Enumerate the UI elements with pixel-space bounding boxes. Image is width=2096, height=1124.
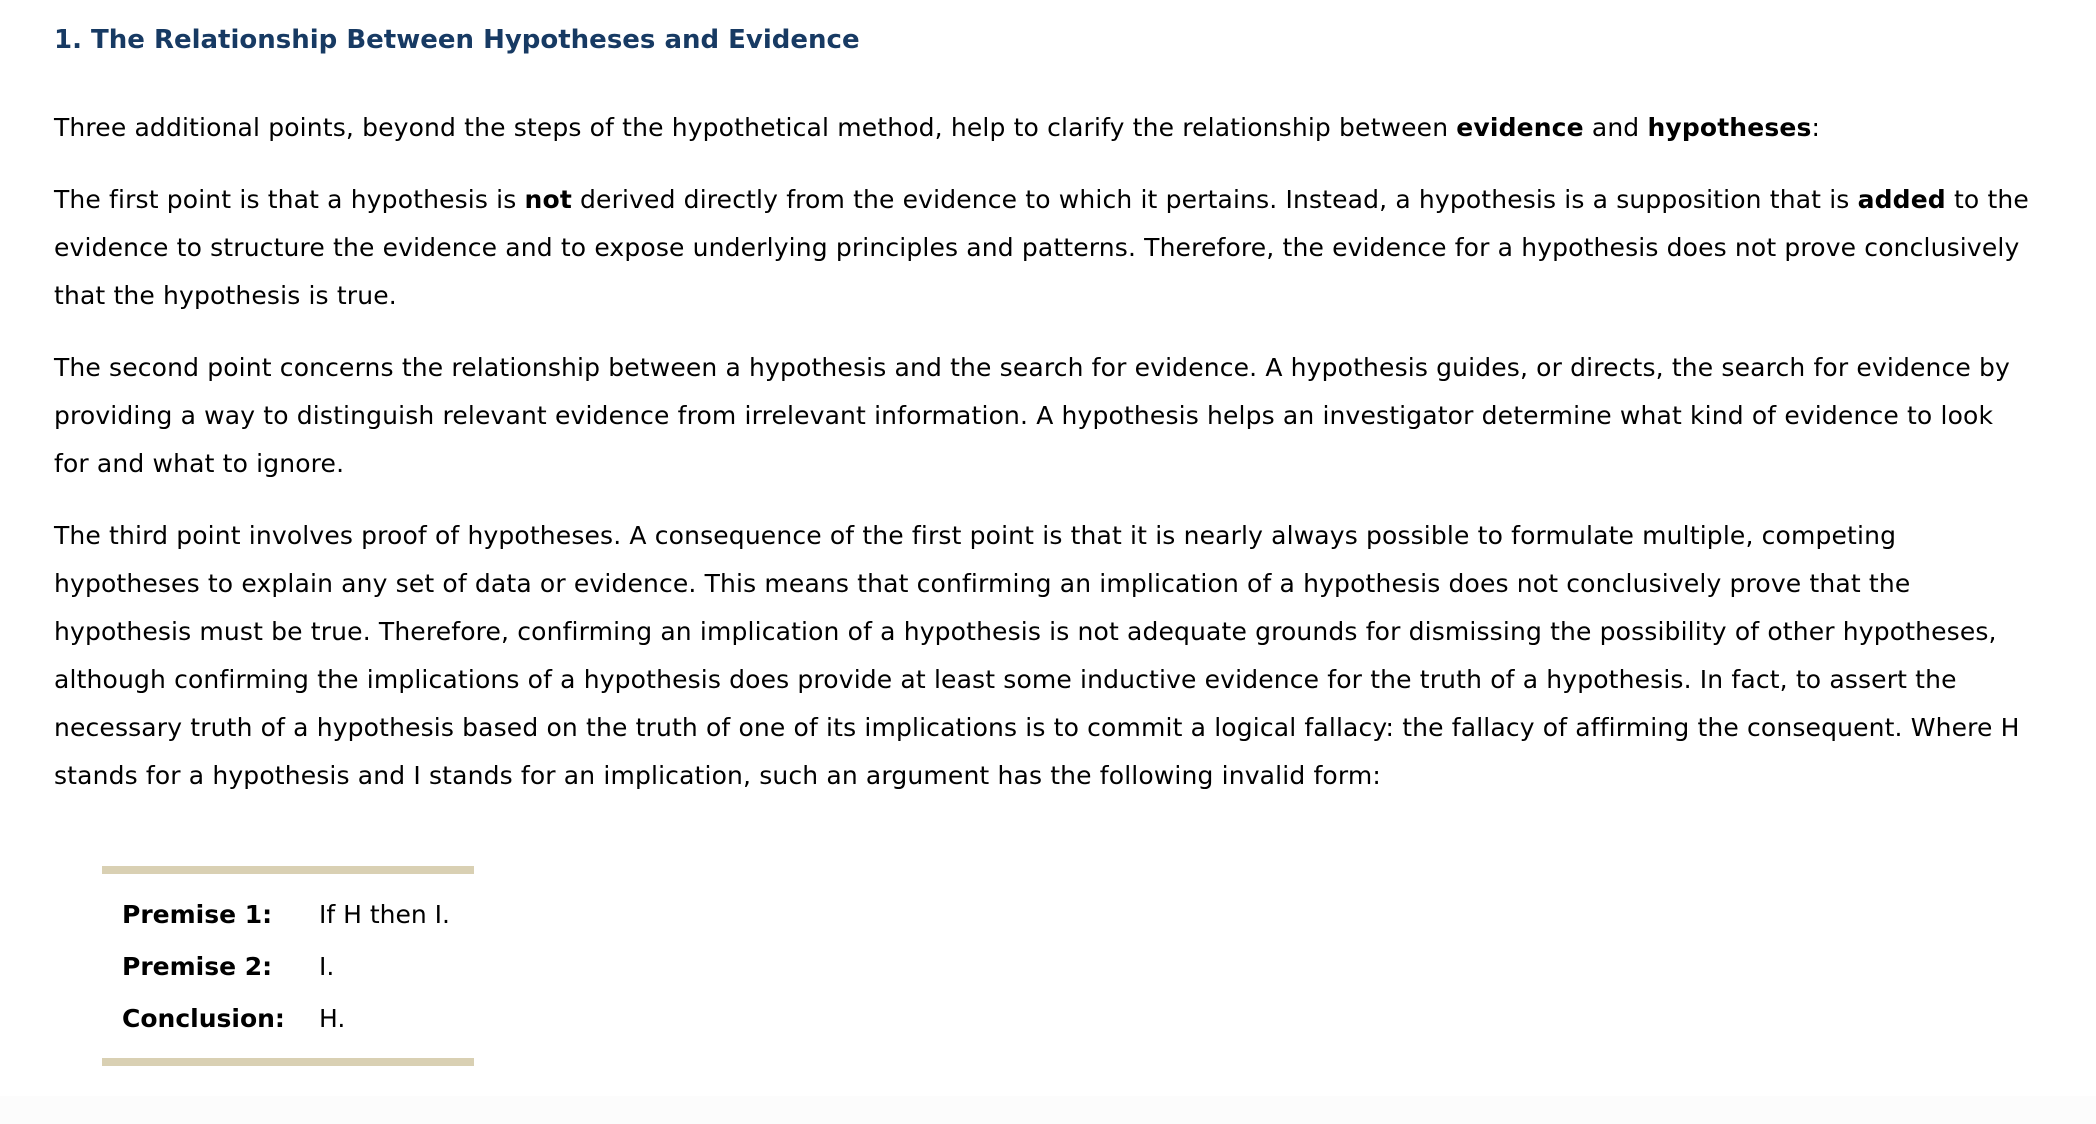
- second-point-paragraph: The second point concerns the relationship between a hypothesis and the search for evidence. A hypothesis guides, or directs, the search for evidence by providing a way to distinguish relevant evidence from irrelevant information. A hypothesis helps an investigator determine what kind of evidence to look for and what to ignore.: [54, 353, 2010, 478]
- premise-2-row: [102, 940, 474, 992]
- intro-text-middle: and: [1583, 113, 1648, 142]
- premise-2-label: Premise 2:: [122, 951, 273, 981]
- intro-paragraph: [54, 104, 2034, 152]
- conclusion-label: Conclusion:: [122, 1003, 285, 1033]
- conclusion-row: [102, 992, 474, 1044]
- first-point-paragraph: [54, 176, 2034, 320]
- article-content: [54, 0, 2034, 800]
- third-point-paragraph: The third point involves proof of hypotheses. A consequence of the first point is that it is nearly always possible to formulate multiple, competing hypotheses to explain any set of data or evidence. This means that confirming an implication of a hypothesis does not conclusively prove that the hypothesis must be true. Therefore, confirming an implication of a hypothesis is not adequate grounds for dismissing the possibility of other hypotheses, although confirming the implications of a hypothesis does provide at least some inductive evidence for the truth of a hypothesis. In fact, to assert the necessary truth of a hypothesis based on the truth of one of its implications is to commit a logical fallacy: the fallacy of affirming the consequent. Where H stands for a hypothesis and I stands for an implication, such an argument has the following invalid form:: [54, 521, 2020, 790]
- page-bottom-band: [0, 1096, 2096, 1124]
- intro-text-start: Three additional points, beyond the steps of the hypothetical method, help to clarify the relationship between: [54, 113, 1457, 142]
- not-emphasis: not: [524, 185, 572, 214]
- hypotheses-term: hypotheses: [1647, 113, 1812, 142]
- first-point-text-end: to the evidence to structure the evidence and to expose underlying principles and patterns. Therefore, the evidence for a hypothesis does not prove conclusively that the hypothesis is true.: [54, 185, 2029, 310]
- intro-text-end: :: [1811, 113, 1821, 142]
- argument-form-table: [102, 866, 474, 1066]
- conclusion-value: H.: [319, 1003, 346, 1033]
- premise-2-value: I.: [319, 951, 335, 981]
- first-point-text-middle: derived directly from the evidence to which it pertains. Instead, a hypothesis is a supposition that is: [571, 185, 1858, 214]
- evidence-term: evidence: [1456, 113, 1584, 142]
- section-heading: 1. The Relationship Between Hypotheses and Evidence: [54, 25, 860, 55]
- premise-1-label: Premise 1:: [122, 899, 273, 929]
- premise-1-row: [102, 888, 474, 940]
- premise-1-value: If H then I.: [319, 899, 451, 929]
- added-emphasis: added: [1857, 185, 1946, 214]
- first-point-text-start: The first point is that a hypothesis is: [54, 185, 525, 214]
